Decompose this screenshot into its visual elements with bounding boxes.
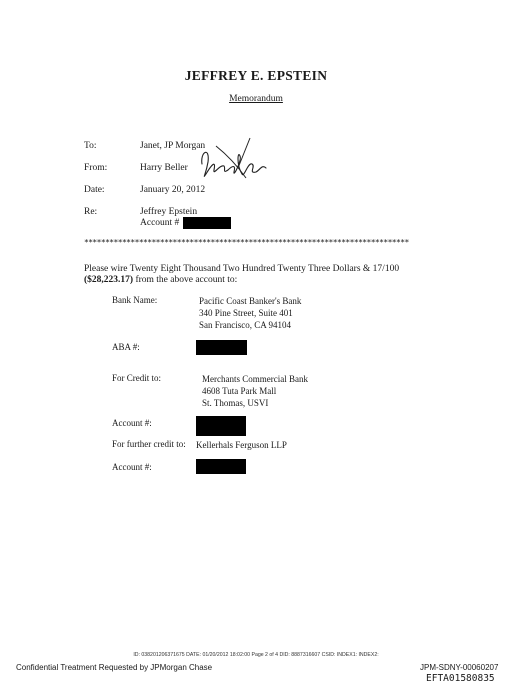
to-label: To: — [84, 141, 97, 151]
document-subtitle: Memorandum — [229, 94, 283, 104]
bank-name-line: Pacific Coast Banker's Bank — [199, 296, 302, 306]
document-title: JEFFREY E. EPSTEIN — [184, 68, 328, 83]
bank-address-line: 340 Pine Street, Suite 401 — [199, 308, 293, 318]
bank-name-label: Bank Name: — [112, 295, 158, 305]
fax-metadata: ID: 038201206371675 DATE: 01/20/2012 18:02:00 Page 2 of 4 DID: 8887316607 CSID: INDEX1: INDEX2: — [133, 652, 379, 658]
separator-line: ***************************************************************************** — [84, 238, 409, 247]
confidential-notice: Confidential Treatment Requested by JPMorgan Chase — [16, 663, 213, 672]
efta-number: EFTA01580835 — [426, 673, 495, 684]
further-credit-label: For further credit to: — [112, 439, 186, 449]
to-value: Janet, JP Morgan — [140, 141, 206, 151]
bank-city-line: San Francisco, CA 94104 — [199, 320, 291, 330]
date-label: Date: — [84, 185, 105, 195]
bates-number: JPM-SDNY-00060207 — [420, 663, 499, 672]
redaction-box — [183, 217, 231, 229]
account-2-label: Account #: — [112, 462, 152, 472]
aba-label: ABA #: — [112, 342, 140, 352]
from-value: Harry Beller — [140, 163, 188, 173]
credit-city-line: St. Thomas, USVI — [202, 398, 269, 408]
account-1-label: Account #: — [112, 418, 152, 428]
credit-bank-line: Merchants Commercial Bank — [202, 374, 308, 384]
redaction-box — [196, 340, 247, 355]
credit-address-line: 4608 Tuta Park Mall — [202, 386, 277, 396]
date-value: January 20, 2012 — [140, 185, 206, 195]
credit-to-value — [202, 373, 308, 409]
from-label: From: — [84, 163, 108, 173]
credit-to-label: For Credit to: — [112, 373, 161, 383]
instruction-line-2-rest: from the above account to: — [133, 275, 238, 285]
instruction-line-2 — [84, 275, 237, 285]
further-credit-value: Kellerhals Ferguson LLP — [196, 440, 287, 450]
wire-amount: ($28,223.17) — [84, 275, 134, 285]
redaction-box — [196, 459, 246, 474]
bank-name-value — [199, 295, 301, 331]
re-account-label: Account # — [140, 218, 180, 228]
re-value: Jeffrey Epstein — [140, 207, 198, 217]
instruction-line-1: Please wire Twenty Eight Thousand Two Hundred Twenty Three Dollars & 17/100 — [84, 264, 400, 274]
handwritten-signature — [196, 134, 274, 186]
redaction-box — [196, 416, 246, 436]
re-label: Re: — [84, 207, 98, 217]
